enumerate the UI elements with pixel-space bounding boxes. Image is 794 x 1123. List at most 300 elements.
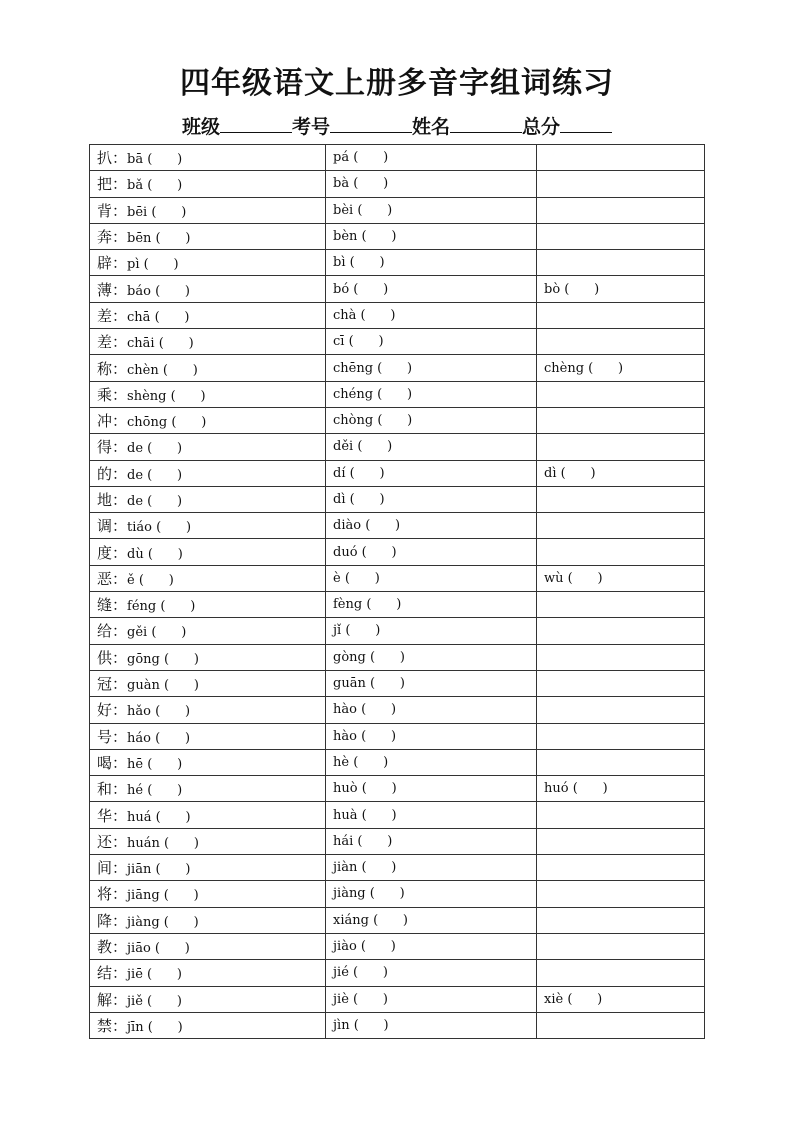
pinyin-reading: huò bbox=[333, 781, 358, 797]
pinyin-reading: jiě bbox=[127, 993, 143, 1009]
pinyin-reading: jiāng bbox=[127, 888, 160, 904]
number-blank bbox=[330, 114, 412, 133]
polyphone-char: 结 bbox=[97, 964, 113, 983]
reading-cell[interactable] bbox=[90, 302, 326, 328]
answer-blank[interactable]: ( ) bbox=[349, 1017, 389, 1033]
answer-blank[interactable]: ( ) bbox=[150, 941, 190, 957]
colon-separator: ： bbox=[112, 964, 128, 983]
answer-blank[interactable]: ( ) bbox=[373, 413, 413, 429]
table-row bbox=[90, 881, 705, 907]
reading-cell[interactable] bbox=[90, 407, 326, 433]
pinyin-reading: bēi bbox=[127, 204, 148, 220]
polyphone-char: 度 bbox=[97, 543, 113, 562]
reading-cell bbox=[537, 828, 705, 854]
pinyin-reading: hào bbox=[333, 728, 357, 744]
answer-blank[interactable]: ( ) bbox=[349, 176, 389, 192]
answer-blank[interactable]: ( ) bbox=[143, 441, 183, 457]
reading-cell[interactable] bbox=[90, 223, 326, 249]
polyphone-char: 奔 bbox=[97, 228, 113, 247]
reading-cell[interactable] bbox=[90, 855, 326, 881]
pinyin-reading: pá bbox=[333, 150, 350, 166]
reading-cell[interactable] bbox=[537, 355, 705, 381]
reading-cell[interactable] bbox=[90, 776, 326, 802]
reading-cell[interactable] bbox=[90, 802, 326, 828]
reading-cell[interactable] bbox=[90, 171, 326, 197]
reading-cell[interactable] bbox=[90, 355, 326, 381]
answer-blank[interactable]: ( ) bbox=[568, 781, 608, 797]
answer-blank[interactable]: ( ) bbox=[159, 888, 199, 904]
reading-cell[interactable] bbox=[537, 565, 705, 591]
answer-blank[interactable]: ( ) bbox=[353, 202, 393, 218]
pinyin-reading: ě bbox=[127, 572, 135, 588]
answer-blank[interactable]: ( ) bbox=[156, 599, 196, 615]
answer-blank[interactable]: ( ) bbox=[158, 362, 198, 378]
polyphone-char: 把 bbox=[97, 175, 113, 194]
pinyin-reading: pì bbox=[127, 257, 140, 273]
answer-blank[interactable]: ( ) bbox=[139, 257, 179, 273]
reading-cell[interactable] bbox=[326, 329, 537, 355]
table-row bbox=[90, 171, 705, 197]
answer-blank[interactable]: ( ) bbox=[349, 754, 389, 770]
answer-blank[interactable]: ( ) bbox=[373, 386, 413, 402]
reading-cell bbox=[537, 802, 705, 828]
pinyin-reading: jiàn bbox=[333, 860, 358, 876]
reading-cell[interactable] bbox=[326, 460, 537, 486]
reading-cell[interactable] bbox=[90, 513, 326, 539]
polyphone-char: 薄 bbox=[97, 280, 113, 299]
answer-blank[interactable]: ( ) bbox=[345, 465, 385, 481]
table-row bbox=[90, 381, 705, 407]
reading-cell[interactable] bbox=[326, 302, 537, 328]
pinyin-reading: guān bbox=[333, 676, 366, 692]
reading-cell[interactable] bbox=[326, 986, 537, 1012]
reading-cell[interactable] bbox=[326, 407, 537, 433]
colon-separator: ： bbox=[112, 464, 128, 483]
reading-cell[interactable] bbox=[90, 434, 326, 460]
table-row bbox=[90, 907, 705, 933]
reading-cell[interactable] bbox=[90, 592, 326, 618]
polyphone-char: 扒 bbox=[97, 149, 113, 168]
answer-blank[interactable]: ( ) bbox=[154, 336, 194, 352]
pinyin-reading: féng bbox=[127, 599, 157, 615]
pinyin-reading: dì bbox=[333, 492, 346, 507]
reading-cell[interactable] bbox=[90, 1012, 326, 1038]
answer-blank[interactable]: ( ) bbox=[345, 492, 385, 507]
reading-cell[interactable] bbox=[326, 171, 537, 197]
pinyin-reading: bǎ bbox=[127, 178, 144, 194]
pinyin-reading: jié bbox=[333, 965, 349, 981]
reading-cell bbox=[537, 223, 705, 249]
answer-blank[interactable]: ( ) bbox=[159, 651, 199, 667]
polyphone-char: 好 bbox=[97, 701, 113, 720]
answer-blank[interactable]: ( ) bbox=[556, 465, 596, 481]
answer-blank[interactable]: ( ) bbox=[143, 467, 183, 483]
answer-blank[interactable]: ( ) bbox=[151, 809, 191, 825]
reading-cell[interactable] bbox=[537, 986, 705, 1012]
answer-blank[interactable]: ( ) bbox=[349, 150, 389, 166]
answer-blank[interactable]: ( ) bbox=[365, 676, 405, 692]
answer-blank[interactable]: ( ) bbox=[150, 309, 190, 325]
polyphone-char: 间 bbox=[97, 859, 113, 878]
reading-cell[interactable] bbox=[90, 565, 326, 591]
reading-cell[interactable] bbox=[90, 381, 326, 407]
answer-blank[interactable]: ( ) bbox=[365, 649, 405, 665]
answer-blank[interactable]: ( ) bbox=[150, 730, 191, 746]
pinyin-reading: háo bbox=[127, 730, 151, 746]
colon-separator: ： bbox=[112, 306, 128, 325]
reading-cell[interactable] bbox=[326, 223, 537, 249]
answer-blank[interactable]: ( ) bbox=[353, 439, 393, 455]
table-row bbox=[90, 460, 705, 486]
reading-cell[interactable] bbox=[90, 907, 326, 933]
polyphone-table-body bbox=[90, 145, 705, 1039]
table-row bbox=[90, 434, 705, 460]
colon-separator: ： bbox=[112, 254, 128, 273]
reading-cell[interactable] bbox=[326, 644, 537, 670]
pinyin-reading: è bbox=[333, 570, 341, 586]
pinyin-reading: diào bbox=[333, 518, 362, 534]
table-row bbox=[90, 513, 705, 539]
answer-blank[interactable]: ( ) bbox=[142, 993, 182, 1009]
reading-cell[interactable] bbox=[326, 697, 537, 723]
table-row bbox=[90, 670, 705, 696]
score-label: 总分 bbox=[522, 116, 561, 138]
pinyin-reading: chēng bbox=[333, 360, 374, 376]
reading-cell bbox=[537, 644, 705, 670]
reading-cell bbox=[537, 618, 705, 644]
colon-separator: ： bbox=[112, 753, 128, 772]
table-row bbox=[90, 250, 705, 276]
class-label: 班级 bbox=[181, 116, 220, 138]
answer-blank[interactable]: ( ) bbox=[357, 229, 397, 245]
reading-cell[interactable] bbox=[90, 329, 326, 355]
polyphone-char: 差 bbox=[97, 306, 113, 325]
reading-cell[interactable] bbox=[326, 1012, 537, 1038]
class-blank bbox=[220, 114, 292, 133]
pinyin-reading: chà bbox=[333, 307, 357, 323]
pinyin-reading: gòng bbox=[333, 649, 366, 665]
table-row bbox=[90, 933, 705, 959]
polyphone-char: 缝 bbox=[97, 596, 113, 615]
polyphone-char: 禁 bbox=[97, 1016, 113, 1035]
pinyin-reading: jǐ bbox=[333, 623, 342, 639]
pinyin-reading: dù bbox=[127, 546, 144, 562]
answer-blank[interactable]: ( ) bbox=[142, 967, 182, 983]
answer-blank[interactable]: ( ) bbox=[152, 520, 192, 536]
answer-blank[interactable]: ( ) bbox=[341, 623, 381, 639]
answer-blank[interactable]: ( ) bbox=[362, 597, 402, 613]
reading-cell[interactable] bbox=[326, 776, 537, 802]
reading-cell[interactable] bbox=[90, 145, 326, 171]
reading-cell bbox=[537, 407, 705, 433]
pinyin-reading: bèn bbox=[333, 229, 358, 245]
table-row bbox=[90, 355, 705, 381]
colon-separator: ： bbox=[112, 622, 128, 641]
answer-blank[interactable]: ( ) bbox=[150, 704, 191, 720]
page-title: 四年级语文上册多音字组词练习 bbox=[180, 66, 614, 101]
reading-cell[interactable] bbox=[326, 276, 537, 302]
reading-cell[interactable] bbox=[326, 802, 537, 828]
answer-blank[interactable]: ( ) bbox=[373, 360, 413, 376]
reading-cell[interactable] bbox=[326, 828, 537, 854]
colon-separator: ： bbox=[112, 780, 128, 799]
reading-cell[interactable] bbox=[90, 723, 326, 749]
answer-blank[interactable]: ( ) bbox=[147, 204, 187, 220]
colon-separator: ： bbox=[112, 727, 128, 746]
polyphone-char: 背 bbox=[97, 201, 113, 220]
pinyin-reading: jīn bbox=[127, 1019, 144, 1035]
colon-separator: ： bbox=[112, 359, 128, 378]
colon-separator: ： bbox=[112, 438, 128, 457]
pinyin-reading: chā bbox=[127, 309, 151, 325]
reading-cell[interactable] bbox=[326, 960, 537, 986]
pinyin-reading: jiàng bbox=[333, 886, 366, 902]
colon-separator: ： bbox=[112, 885, 128, 904]
answer-blank[interactable]: ( ) bbox=[143, 178, 183, 194]
reading-cell bbox=[537, 670, 705, 696]
reading-cell[interactable] bbox=[326, 618, 537, 644]
pinyin-reading: hē bbox=[127, 756, 144, 772]
reading-cell[interactable] bbox=[326, 145, 537, 171]
reading-cell[interactable] bbox=[326, 855, 537, 881]
polyphone-char: 还 bbox=[97, 832, 113, 851]
polyphone-char: 教 bbox=[97, 938, 113, 957]
pinyin-reading: cī bbox=[333, 334, 345, 350]
reading-cell[interactable] bbox=[90, 670, 326, 696]
colon-separator: ： bbox=[112, 859, 128, 878]
reading-cell bbox=[537, 1012, 705, 1038]
answer-blank[interactable]: ( ) bbox=[584, 360, 624, 376]
pinyin-reading: hái bbox=[333, 833, 354, 849]
pinyin-reading: bó bbox=[333, 281, 350, 297]
table-row bbox=[90, 223, 705, 249]
reading-cell[interactable] bbox=[326, 907, 537, 933]
answer-blank[interactable]: ( ) bbox=[357, 544, 397, 560]
reading-cell[interactable] bbox=[90, 749, 326, 775]
answer-blank[interactable]: ( ) bbox=[361, 518, 401, 534]
answer-blank[interactable]: ( ) bbox=[563, 570, 603, 586]
reading-cell bbox=[537, 486, 705, 512]
pinyin-reading: gōng bbox=[127, 651, 160, 667]
answer-blank[interactable]: ( ) bbox=[159, 678, 199, 694]
reading-cell[interactable] bbox=[90, 933, 326, 959]
reading-cell[interactable] bbox=[537, 460, 705, 486]
reading-cell[interactable] bbox=[90, 697, 326, 723]
reading-cell[interactable] bbox=[326, 749, 537, 775]
pinyin-reading: de bbox=[127, 441, 144, 457]
answer-blank[interactable]: ( ) bbox=[348, 991, 388, 1007]
pinyin-reading: jiān bbox=[127, 862, 152, 878]
table-row bbox=[90, 486, 705, 512]
reading-cell[interactable] bbox=[326, 670, 537, 696]
reading-cell bbox=[537, 749, 705, 775]
table-row bbox=[90, 539, 705, 565]
pinyin-reading: jìn bbox=[333, 1017, 350, 1033]
pinyin-reading: wù bbox=[544, 570, 564, 586]
pinyin-reading: hè bbox=[333, 754, 350, 770]
pinyin-reading: bēn bbox=[127, 231, 152, 247]
colon-separator: ： bbox=[112, 938, 128, 957]
pinyin-reading: chòng bbox=[333, 413, 374, 429]
student-info-line bbox=[0, 112, 794, 139]
reading-cell[interactable] bbox=[90, 960, 326, 986]
reading-cell[interactable] bbox=[90, 486, 326, 512]
name-blank bbox=[450, 114, 522, 133]
table-row bbox=[90, 197, 705, 223]
polyphone-char: 解 bbox=[97, 990, 113, 1009]
reading-cell[interactable] bbox=[537, 276, 705, 302]
answer-blank[interactable]: ( ) bbox=[151, 862, 191, 878]
polyphone-char: 将 bbox=[97, 885, 113, 904]
colon-separator: ： bbox=[112, 280, 128, 299]
reading-cell bbox=[537, 907, 705, 933]
answer-blank[interactable]: ( ) bbox=[143, 1019, 183, 1035]
answer-blank[interactable]: ( ) bbox=[166, 388, 206, 404]
answer-blank[interactable]: ( ) bbox=[353, 833, 393, 849]
answer-blank[interactable]: ( ) bbox=[356, 939, 396, 955]
answer-blank[interactable]: ( ) bbox=[340, 570, 380, 586]
polyphone-char: 和 bbox=[97, 780, 113, 799]
reading-cell[interactable] bbox=[90, 250, 326, 276]
reading-cell bbox=[537, 855, 705, 881]
answer-blank[interactable]: ( ) bbox=[349, 281, 389, 297]
table-row bbox=[90, 276, 705, 302]
table-row bbox=[90, 1012, 705, 1038]
answer-blank[interactable]: ( ) bbox=[348, 965, 388, 981]
table-row bbox=[90, 618, 705, 644]
pinyin-reading: huà bbox=[333, 807, 358, 823]
reading-cell[interactable] bbox=[90, 276, 326, 302]
pinyin-reading: chōng bbox=[127, 415, 168, 431]
answer-blank[interactable]: ( ) bbox=[357, 860, 397, 876]
reading-cell[interactable] bbox=[326, 250, 537, 276]
table-row bbox=[90, 723, 705, 749]
polyphone-char: 华 bbox=[97, 806, 113, 825]
score-blank bbox=[560, 114, 612, 133]
table-row bbox=[90, 592, 705, 618]
answer-blank[interactable]: ( ) bbox=[143, 756, 183, 772]
reading-cell[interactable] bbox=[90, 197, 326, 223]
colon-separator: ： bbox=[112, 701, 128, 720]
reading-cell[interactable] bbox=[326, 881, 537, 907]
reading-cell[interactable] bbox=[326, 592, 537, 618]
colon-separator: ： bbox=[112, 228, 128, 247]
table-row bbox=[90, 828, 705, 854]
pinyin-reading: chèng bbox=[544, 360, 585, 376]
answer-blank[interactable]: ( ) bbox=[356, 307, 396, 323]
reading-cell[interactable] bbox=[326, 513, 537, 539]
answer-blank[interactable]: ( ) bbox=[167, 415, 207, 431]
answer-blank[interactable]: ( ) bbox=[143, 783, 183, 799]
pinyin-reading: fèng bbox=[333, 597, 363, 613]
colon-separator: ： bbox=[112, 675, 128, 694]
pinyin-reading: hǎo bbox=[127, 704, 151, 720]
reading-cell bbox=[537, 197, 705, 223]
table-row bbox=[90, 329, 705, 355]
reading-cell[interactable] bbox=[326, 565, 537, 591]
polyphone-char: 降 bbox=[97, 911, 113, 930]
polyphone-char: 调 bbox=[97, 517, 113, 536]
reading-cell[interactable] bbox=[326, 723, 537, 749]
reading-cell[interactable] bbox=[326, 381, 537, 407]
answer-blank[interactable]: ( ) bbox=[150, 283, 191, 299]
answer-blank[interactable]: ( ) bbox=[357, 781, 397, 797]
answer-blank[interactable]: ( ) bbox=[147, 625, 187, 641]
answer-blank[interactable]: ( ) bbox=[143, 494, 183, 509]
colon-separator: ： bbox=[112, 491, 128, 509]
answer-blank[interactable]: ( ) bbox=[560, 281, 600, 297]
reading-cell[interactable] bbox=[90, 460, 326, 486]
table-row bbox=[90, 145, 705, 171]
pinyin-reading: jiè bbox=[333, 991, 349, 1007]
pinyin-reading: tiáo bbox=[127, 520, 152, 536]
pinyin-reading: huó bbox=[544, 781, 569, 797]
polyphone-char: 称 bbox=[97, 359, 113, 378]
answer-blank[interactable]: ( ) bbox=[357, 807, 397, 823]
table-row bbox=[90, 749, 705, 775]
reading-cell[interactable] bbox=[326, 355, 537, 381]
answer-blank[interactable]: ( ) bbox=[563, 991, 603, 1007]
colon-separator: ： bbox=[112, 175, 128, 194]
pinyin-reading: de bbox=[127, 494, 144, 509]
pinyin-reading: shèng bbox=[127, 388, 167, 404]
pinyin-reading: jiàng bbox=[127, 914, 160, 930]
pinyin-reading: jiē bbox=[127, 967, 143, 983]
answer-blank[interactable]: ( ) bbox=[159, 835, 199, 851]
reading-cell bbox=[537, 145, 705, 171]
colon-separator: ： bbox=[112, 543, 128, 562]
reading-cell bbox=[537, 960, 705, 986]
answer-blank[interactable]: ( ) bbox=[143, 152, 183, 168]
reading-cell[interactable] bbox=[90, 618, 326, 644]
answer-blank[interactable]: ( ) bbox=[151, 231, 191, 247]
reading-cell[interactable] bbox=[90, 881, 326, 907]
reading-cell[interactable] bbox=[326, 539, 537, 565]
reading-cell[interactable] bbox=[326, 434, 537, 460]
reading-cell bbox=[537, 513, 705, 539]
answer-blank[interactable]: ( ) bbox=[159, 914, 199, 930]
table-row bbox=[90, 986, 705, 1012]
answer-blank[interactable]: ( ) bbox=[345, 255, 385, 271]
answer-blank[interactable]: ( ) bbox=[356, 702, 397, 718]
colon-separator: ： bbox=[112, 201, 128, 220]
reading-cell[interactable] bbox=[537, 776, 705, 802]
reading-cell bbox=[537, 250, 705, 276]
answer-blank[interactable]: ( ) bbox=[134, 572, 174, 588]
pinyin-reading: děi bbox=[333, 439, 354, 455]
reading-cell bbox=[537, 697, 705, 723]
reading-cell[interactable] bbox=[90, 828, 326, 854]
reading-cell[interactable] bbox=[90, 539, 326, 565]
answer-blank[interactable]: ( ) bbox=[143, 546, 183, 562]
colon-separator: ： bbox=[112, 569, 128, 588]
reading-cell[interactable] bbox=[326, 197, 537, 223]
reading-cell[interactable] bbox=[326, 933, 537, 959]
answer-blank[interactable]: ( ) bbox=[368, 912, 409, 928]
answer-blank[interactable]: ( ) bbox=[356, 728, 397, 744]
reading-cell bbox=[537, 539, 705, 565]
pinyin-reading: chèn bbox=[127, 362, 159, 378]
reading-cell[interactable] bbox=[90, 644, 326, 670]
pinyin-reading: gěi bbox=[127, 625, 148, 641]
reading-cell[interactable] bbox=[90, 986, 326, 1012]
answer-blank[interactable]: ( ) bbox=[344, 334, 384, 350]
answer-blank[interactable]: ( ) bbox=[365, 886, 405, 902]
colon-separator: ： bbox=[112, 412, 128, 431]
reading-cell[interactable] bbox=[326, 486, 537, 512]
reading-cell bbox=[537, 381, 705, 407]
polyphone-char: 得 bbox=[97, 438, 113, 457]
